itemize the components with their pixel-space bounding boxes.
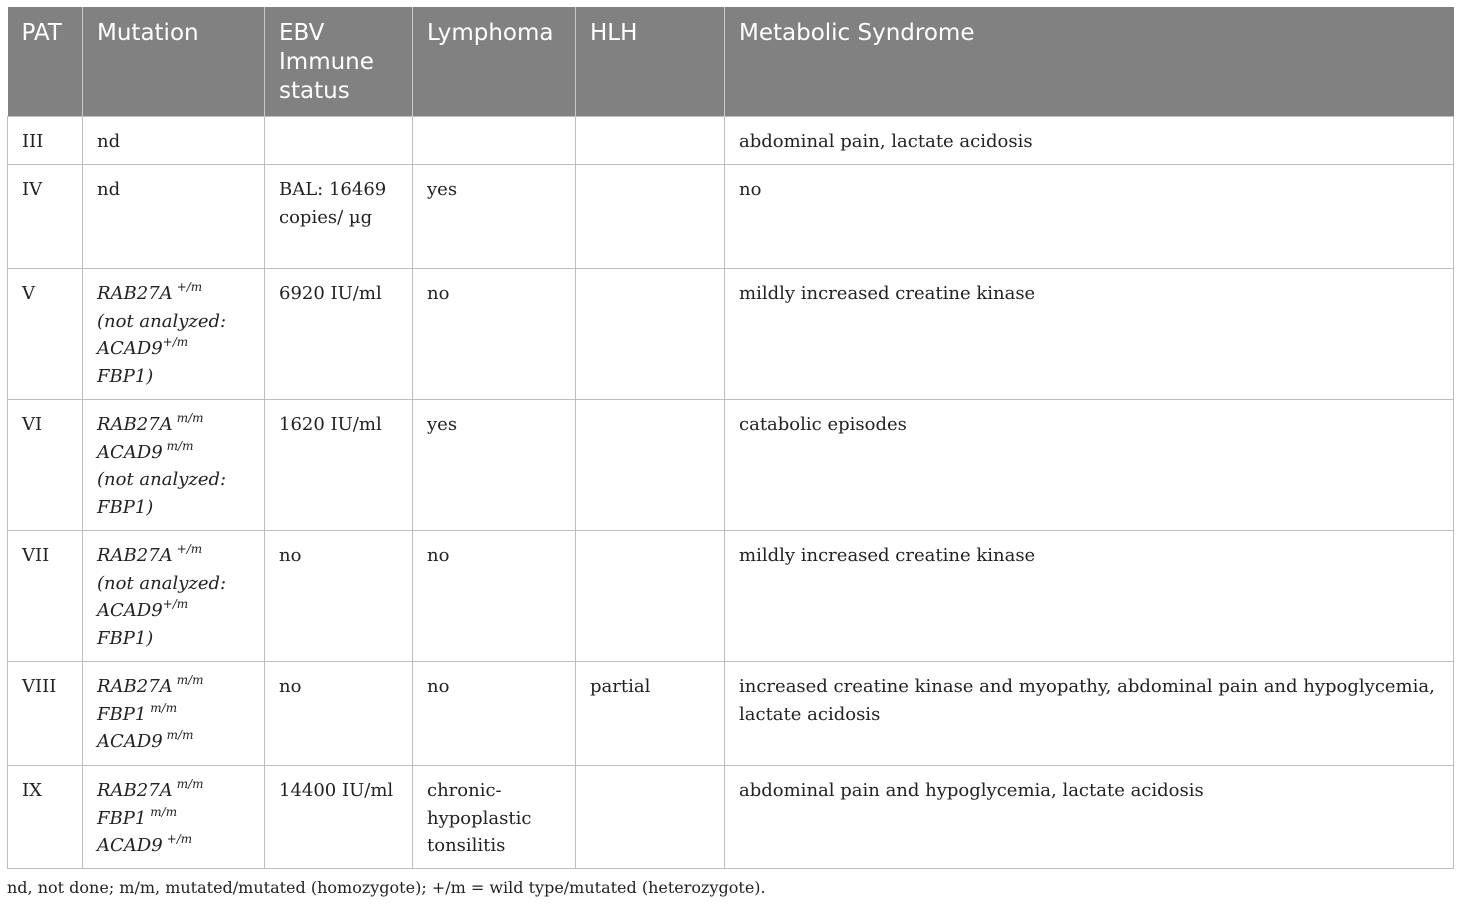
zygosity-superscript: m/m bbox=[176, 411, 204, 425]
cell-metabolic: abdominal pain, lactate acidosis bbox=[725, 117, 1454, 165]
header-pat: PAT bbox=[8, 7, 83, 117]
gene-name: RAB27A bbox=[97, 414, 173, 435]
cell-hlh bbox=[576, 531, 725, 662]
zygosity-superscript: m/m bbox=[176, 777, 204, 791]
mutation-line bbox=[97, 701, 250, 729]
cell-ebv: 1620 IU/ml bbox=[265, 400, 413, 531]
mutation-line bbox=[97, 570, 250, 598]
zygosity-superscript: m/m bbox=[150, 804, 178, 819]
cell-lymphoma: no bbox=[413, 662, 576, 766]
header-mutation: Mutation bbox=[83, 7, 265, 117]
cell-ebv: 6920 IU/ml bbox=[265, 269, 413, 400]
cell-ebv: no bbox=[265, 662, 413, 766]
zygosity-superscript: +/m bbox=[176, 280, 203, 294]
table-row bbox=[8, 531, 1454, 662]
mutation-line bbox=[97, 411, 250, 439]
zygosity-superscript: m/m bbox=[150, 700, 178, 715]
mutation-line bbox=[97, 363, 250, 391]
mutation-line bbox=[97, 308, 250, 336]
gene-name: RAB27A bbox=[97, 780, 173, 801]
header-ebv: EBV Immune status bbox=[265, 7, 413, 117]
table-row bbox=[8, 400, 1454, 531]
cell-pat: VI bbox=[8, 400, 83, 531]
table-row bbox=[8, 165, 1454, 269]
gene-name: FBP1) bbox=[97, 365, 154, 387]
gene-name: ACAD9 bbox=[97, 835, 163, 856]
table-header bbox=[8, 7, 1454, 117]
cell-ebv: 14400 IU/ml bbox=[265, 766, 413, 869]
zygosity-superscript: +/m bbox=[162, 597, 189, 611]
patient-table bbox=[7, 7, 1454, 869]
header-lymphoma: Lymphoma bbox=[413, 7, 576, 117]
mutation-line bbox=[97, 280, 250, 308]
table-row bbox=[8, 766, 1454, 869]
cell-mutation bbox=[83, 117, 265, 165]
cell-mutation bbox=[83, 400, 265, 531]
cell-lymphoma bbox=[413, 117, 576, 165]
mutation-line bbox=[97, 176, 250, 204]
mutation-line bbox=[97, 542, 250, 570]
mutation-line bbox=[97, 777, 250, 805]
cell-ebv: no bbox=[265, 531, 413, 662]
zygosity-superscript: m/m bbox=[166, 438, 194, 453]
gene-name: FBP1) bbox=[97, 627, 154, 649]
cell-lymphoma: no bbox=[413, 269, 576, 400]
cell-mutation bbox=[83, 269, 265, 400]
header-metabolic: Metabolic Syndrome bbox=[725, 7, 1454, 117]
gene-name: ACAD9 bbox=[97, 600, 163, 621]
zygosity-superscript: m/m bbox=[176, 673, 204, 687]
cell-mutation bbox=[83, 662, 265, 766]
mutation-line bbox=[97, 805, 250, 833]
cell-pat: VII bbox=[8, 531, 83, 662]
cell-mutation bbox=[83, 766, 265, 869]
cell-lymphoma: no bbox=[413, 531, 576, 662]
cell-lymphoma: yes bbox=[413, 400, 576, 531]
gene-name: ACAD9 bbox=[97, 441, 163, 463]
zygosity-superscript: +/m bbox=[166, 832, 193, 846]
mutation-line bbox=[97, 466, 250, 494]
cell-ebv: BAL: 16469 copies/ µg bbox=[265, 165, 413, 269]
cell-lymphoma: yes bbox=[413, 165, 576, 269]
cell-lymphoma: chronic- hypoplastic tonsilitis bbox=[413, 766, 576, 869]
gene-name: nd bbox=[97, 131, 121, 152]
gene-name: (not analyzed: bbox=[97, 310, 227, 332]
zygosity-superscript: +/m bbox=[176, 542, 203, 556]
gene-name: (not analyzed: bbox=[97, 469, 227, 490]
mutation-line bbox=[97, 673, 250, 701]
table-wrapper bbox=[7, 7, 1453, 869]
gene-name: nd bbox=[97, 179, 121, 200]
table-row bbox=[8, 117, 1454, 165]
header-hlh: HLH bbox=[576, 7, 725, 117]
mutation-line bbox=[97, 625, 250, 653]
cell-mutation bbox=[83, 165, 265, 269]
cell-metabolic: mildly increased creatine kinase bbox=[725, 269, 1454, 400]
cell-metabolic: abdominal pain and hypoglycemia, lactate acidosis bbox=[725, 766, 1454, 869]
cell-pat: V bbox=[8, 269, 83, 400]
mutation-line bbox=[97, 439, 250, 467]
cell-hlh bbox=[576, 400, 725, 531]
cell-hlh bbox=[576, 269, 725, 400]
table-row bbox=[8, 269, 1454, 400]
cell-hlh bbox=[576, 165, 725, 269]
cell-pat: III bbox=[8, 117, 83, 165]
cell-ebv bbox=[265, 117, 413, 165]
mutation-line bbox=[97, 832, 250, 860]
gene-name: FBP1 bbox=[97, 703, 147, 725]
cell-pat: IV bbox=[8, 165, 83, 269]
gene-name: ACAD9 bbox=[97, 731, 163, 752]
gene-name: FBP1 bbox=[97, 807, 147, 829]
cell-metabolic: no bbox=[725, 165, 1454, 269]
mutation-line bbox=[97, 494, 250, 522]
cell-pat: IX bbox=[8, 766, 83, 869]
zygosity-superscript: m/m bbox=[166, 728, 194, 742]
header-row bbox=[8, 7, 1454, 117]
cell-hlh bbox=[576, 766, 725, 869]
cell-pat: VIII bbox=[8, 662, 83, 766]
cell-metabolic: catabolic episodes bbox=[725, 400, 1454, 531]
cell-metabolic: mildly increased creatine kinase bbox=[725, 531, 1454, 662]
gene-name: RAB27A bbox=[97, 545, 173, 566]
mutation-line bbox=[97, 128, 250, 156]
mutation-line bbox=[97, 597, 250, 625]
cell-metabolic: increased creatine kinase and myopathy, abdominal pain and hypoglycemia, lactate acidosis bbox=[725, 662, 1454, 766]
gene-name: (not analyzed: bbox=[97, 572, 227, 594]
gene-name: RAB27A bbox=[97, 676, 173, 697]
mutation-line bbox=[97, 335, 250, 363]
cell-hlh: partial bbox=[576, 662, 725, 766]
gene-name: RAB27A bbox=[97, 283, 173, 304]
table-body bbox=[8, 117, 1454, 869]
cell-mutation bbox=[83, 531, 265, 662]
gene-name: ACAD9 bbox=[97, 338, 163, 359]
mutation-line bbox=[97, 728, 250, 756]
gene-name: FBP1) bbox=[97, 496, 154, 518]
cell-hlh bbox=[576, 117, 725, 165]
zygosity-superscript: +/m bbox=[162, 335, 189, 349]
table-footnote: nd, not done; m/m, mutated/mutated (homozygote); +/m = wild type/mutated (heterozygote). bbox=[7, 878, 766, 897]
table-row bbox=[8, 662, 1454, 766]
